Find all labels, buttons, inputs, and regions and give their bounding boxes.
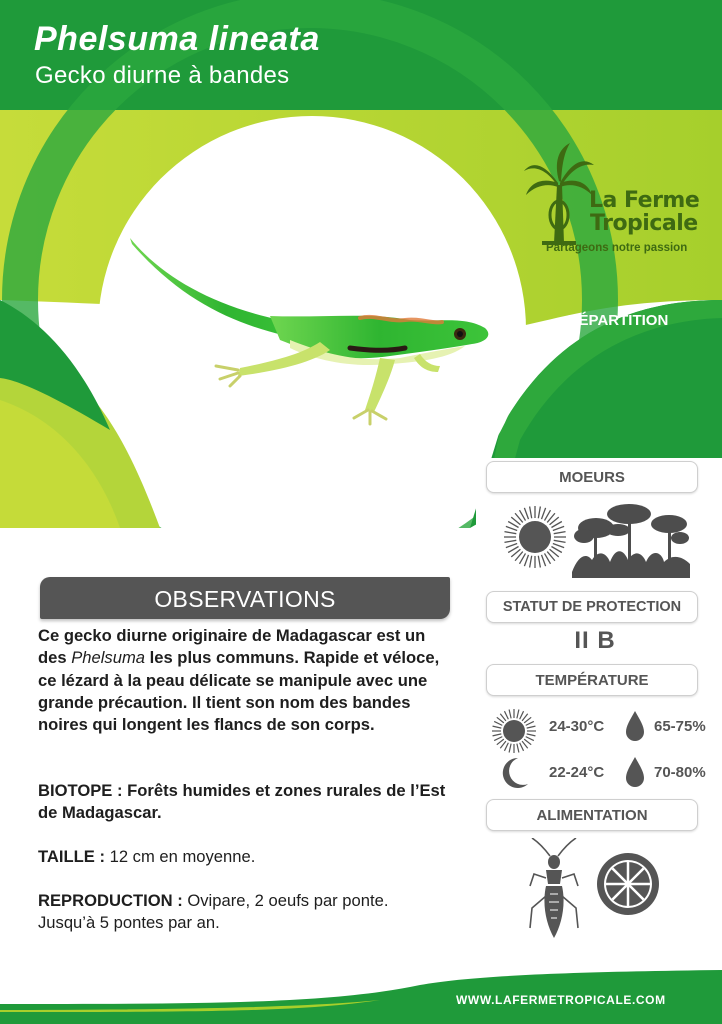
observations-intro (38, 625, 448, 736)
repartition-title: RÉPARTITION (567, 312, 669, 329)
reproduction-label: REPRODUCTION : (38, 891, 183, 910)
temperature-title: TEMPÉRATURE (486, 664, 698, 696)
cricket-icon (528, 838, 580, 942)
night-temperature: 22-24°C (549, 764, 605, 781)
night-humidity-drop-icon (624, 756, 646, 788)
moon-icon (500, 756, 530, 790)
intro-text-part2: les plus communs. Rapide et véloce, ce lézard à la peau délicate se manipule avec une grande précaution. Il tient son nom des bandes noires qui longent les flancs de son corps. (38, 648, 440, 735)
biotope-paragraph (38, 780, 448, 825)
orange-slice-icon (596, 852, 660, 916)
alimentation-title: ALIMENTATION (486, 799, 698, 831)
taille-label: TAILLE : (38, 847, 105, 866)
species-scientific-name: Phelsuma lineata (34, 20, 320, 58)
palm-tree-icon (524, 143, 594, 248)
day-temperature: 24-30°C (549, 718, 605, 735)
logo-tagline: Partageons notre passion (546, 242, 688, 254)
forest-icon (572, 502, 690, 578)
logo-name-line1: La Ferme (589, 188, 700, 213)
statut-value: II B (574, 627, 616, 654)
taille-text: 12 cm en moyenne. (104, 847, 256, 866)
day-humidity-drop-icon (624, 710, 646, 742)
biotope-label: BIOTOPE : (38, 781, 123, 800)
biotope-text: Forêts humides et zones rurales de l’Est de Madagascar. (38, 781, 446, 823)
night-humidity: 70-80% (654, 764, 706, 781)
reproduction-text: Ovipare, 2 oeufs par ponte. Jusqu’à 5 pontes par an. (38, 891, 389, 933)
species-common-name: Gecko diurne à bandes (35, 62, 290, 89)
logo-name-line2: Tropicale (590, 211, 698, 236)
reproduction-paragraph (38, 890, 448, 935)
footer-website-link[interactable]: WWW.LAFERMETROPICALE.COM (456, 993, 666, 1007)
observations-title: OBSERVATIONS (154, 586, 336, 612)
gecko-illustration (120, 230, 500, 430)
statut-title: STATUT DE PROTECTION (486, 591, 698, 623)
sun-icon (503, 505, 567, 569)
moeurs-title: MOEURS (486, 461, 698, 493)
day-sun-icon (491, 708, 537, 754)
intro-text-italic: Phelsuma (71, 648, 146, 668)
taille-paragraph (38, 846, 448, 868)
day-humidity: 65-75% (654, 718, 706, 735)
intro-text-part1: Ce gecko diurne originaire de Madagascar est un des (38, 626, 426, 668)
